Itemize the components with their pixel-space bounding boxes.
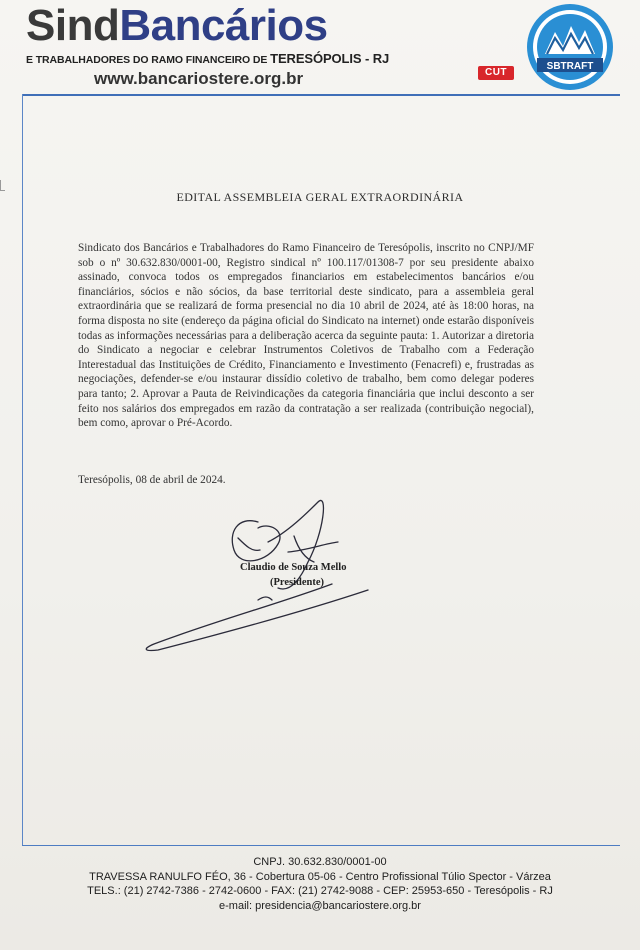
footer-email: e-mail: presidencia@bancariostere.org.br xyxy=(219,899,421,912)
footer-divider xyxy=(22,845,620,846)
left-margin-line xyxy=(22,94,23,846)
subtitle-city: TERESÓPOLIS - RJ xyxy=(270,51,390,66)
union-subtitle xyxy=(26,51,389,66)
union-logo-text xyxy=(26,2,328,50)
document-footer xyxy=(0,855,640,913)
logo-word-bancarios: Bancários xyxy=(119,1,328,50)
sbtraft-logo xyxy=(525,2,615,92)
footer-address: TRAVESSA RANULFO FÉO, 36 - Cobertura 05-06 - Centro Profissional Túlio Spector - Várzea xyxy=(89,870,551,883)
document-body: Sindicato dos Bancários e Trabalhadores do Ramo Financeiro de Teresópolis, inscrito no CNPJ/MF sob o nº 30.632.830/0001-00, Registro sindical nº 100.117/01308-7 por seu presidente abaixo assinado, convoca todos os empregados financiarios em estabelecimentos bancários e/ou financiários, sócios e não sócios, da base territorial deste sindicato, para a assembleia geral extraordinária que se realizará de forma presencial no dia 10 abril de 2024, até às 18:00 horas, na forma disposta no site (endereço da página oficial do Sindicato na internet) onde estarão disponíveis todas as informações necessárias para a deliberação acerca da seguinte pauta: 1. Autorizar a diretoria do Sindicato a negociar e celebrar Instrumentos Coletivos de Trabalho com a Federação Interestadual das Instituições de Crédito, Financiamento e Investimento (Fenacrefi) e, frustradas as negociações, defender-se e/ou instaurar dissídio coletivo de trabalho, bem como delegar poderes para tanto; 2. Aprovar a Pauta de Reivindicações da categoria financiária que inclui desconto a ser feito nos salários dos empregados em razão da contratação a ser realizada (contribuição negocial), bem como, aprovar o Pré-Acordo. xyxy=(78,242,534,430)
handwritten-signature xyxy=(118,492,378,662)
header-divider xyxy=(22,94,620,96)
union-website: www.bancariostere.org.br xyxy=(94,69,304,88)
subtitle-text: E TRABALHADORES DO RAMO FINANCEIRO DE xyxy=(26,54,271,66)
signer-name: Claudio de Souza Mello xyxy=(240,562,347,573)
footer-phones: TELS.: (21) 2742-7386 - 2742-0600 - FAX: (21) 2742-9088 - CEP: 25953-650 - Teresópolis - RJ xyxy=(87,885,553,897)
cut-logo: CUT xyxy=(478,66,514,80)
logo-word-sind: Sind xyxy=(26,1,120,50)
sbtraft-label: SBTRAFT xyxy=(546,61,594,72)
footer-cnpj: CNPJ. 30.632.830/0001-00 xyxy=(253,856,387,868)
document-title: EDITAL ASSEMBLEIA GERAL EXTRAORDINÁRIA xyxy=(176,190,464,204)
signer-role: (Presidente) xyxy=(270,577,325,588)
document-date: Teresópolis, 08 de abril de 2024. xyxy=(78,474,226,486)
